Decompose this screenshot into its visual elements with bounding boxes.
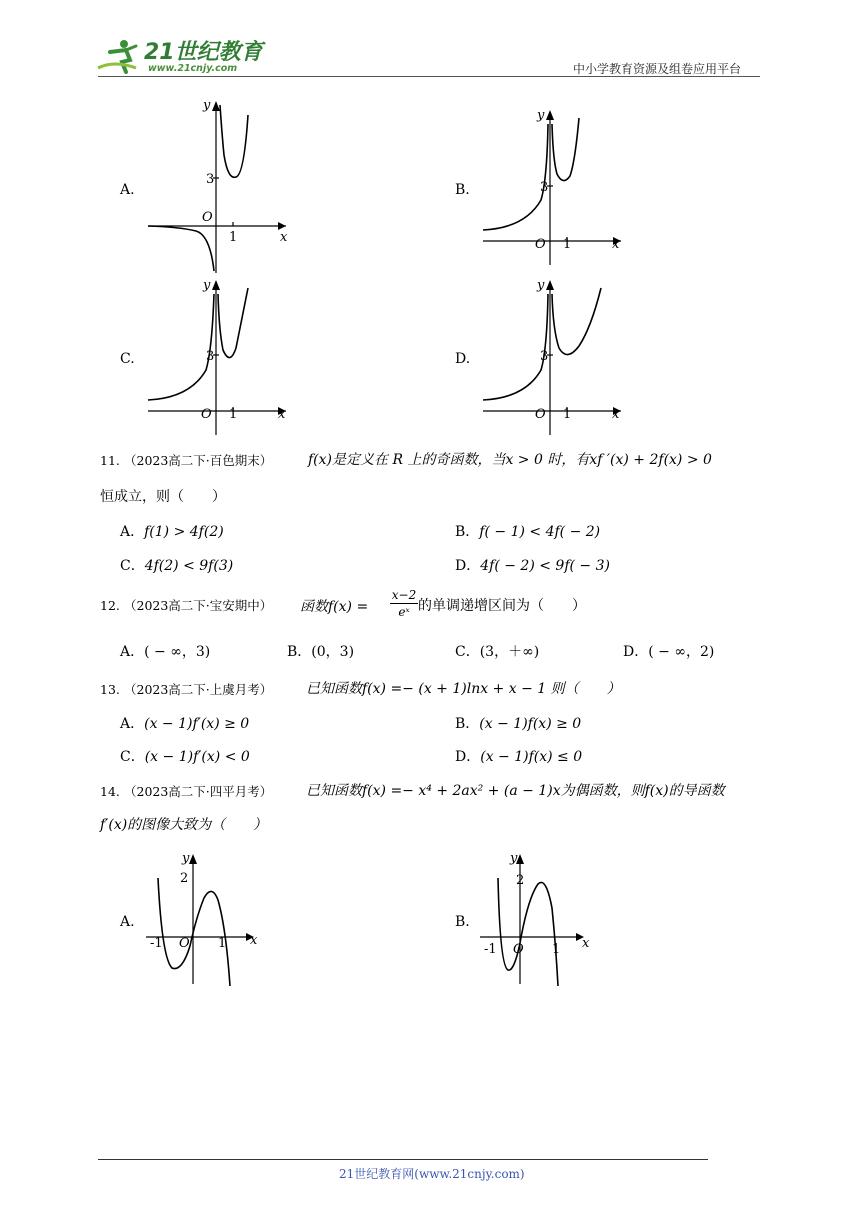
option-b[interactable] — [455, 715, 581, 733]
question-stem: f(x)是定义在 R 上的奇函数，当x > 0 时，有xf ′(x) + 2f(x) > 0 — [308, 452, 712, 468]
option-b[interactable] — [287, 643, 354, 661]
question-source: （2023高二下·四平月考） — [124, 784, 273, 799]
tick-neg1: -1 — [150, 936, 163, 951]
option-a[interactable] — [120, 715, 249, 733]
tick-3: 3 — [540, 349, 549, 364]
graph-c-svg — [140, 270, 300, 440]
graph-b-svg — [475, 100, 635, 280]
option-text: f( − 1) < 4f( − 2) — [479, 524, 601, 540]
x-axis-label: x — [582, 936, 590, 951]
question-stem: 已知函数f(x) =− x⁴ + 2ax² + (a − 1)x为偶函数，则f(x)的导函数 — [306, 783, 725, 799]
option-text: (0，3) — [311, 644, 355, 660]
question-source: （2023高二下·上虞月考） — [124, 682, 273, 697]
tick-neg1: -1 — [484, 942, 497, 957]
option-label: A． — [120, 524, 145, 540]
fraction — [390, 588, 418, 619]
fraction-numerator: x−2 — [391, 588, 417, 602]
question-source: （2023高二下·宝安期中） — [124, 598, 273, 613]
option-a[interactable] — [120, 523, 224, 541]
option-text: ( − ∞，2) — [648, 644, 715, 660]
option-label: A. — [120, 182, 135, 198]
option-label: C. — [120, 351, 135, 367]
origin-label: O — [535, 237, 546, 252]
option-text: ( − ∞，3) — [144, 644, 211, 660]
question-number: 12. — [100, 598, 120, 613]
option-label: B． — [455, 524, 480, 540]
option-text: (x − 1)f(x) ≥ 0 — [479, 716, 582, 732]
tick-1: 1 — [552, 942, 561, 957]
option-text: (x − 1)f′(x) ≥ 0 — [144, 716, 250, 732]
y-axis-label: y — [182, 851, 190, 866]
tick-1: 1 — [229, 230, 238, 245]
option-label: B． — [455, 716, 480, 732]
question-stem-pre: 函数f(x) = — [300, 599, 369, 615]
option-d[interactable] — [455, 748, 582, 766]
y-axis-label: y — [537, 108, 545, 123]
origin-label: O — [201, 407, 212, 422]
tick-3: 3 — [206, 349, 215, 364]
option-b[interactable] — [455, 523, 600, 541]
option-text: (3，＋∞) — [479, 644, 540, 660]
option-label: C． — [120, 749, 145, 765]
option-label: A． — [120, 644, 145, 660]
option-label: C． — [455, 644, 480, 660]
graph-b-svg — [478, 848, 608, 988]
question-number: 13. — [100, 682, 120, 697]
tick-1: 1 — [218, 936, 227, 951]
option-text: 4f( − 2) < 9f( − 3) — [480, 558, 610, 574]
logo — [96, 38, 266, 76]
question-number: 11. — [100, 453, 120, 468]
option-text: 4f(2) < 9f(3) — [144, 558, 234, 574]
x-axis-label: x — [612, 407, 620, 422]
question-source: （2023高二下·百色期末） — [124, 453, 273, 468]
option-label: B. — [455, 182, 470, 198]
option-label: D． — [455, 558, 481, 574]
origin-label: O — [513, 942, 524, 957]
tick-1: 1 — [563, 237, 572, 252]
option-text: (x − 1)f(x) ≤ 0 — [480, 749, 583, 765]
tick-1: 1 — [563, 407, 572, 422]
logo-text: 21世纪教育 — [144, 40, 263, 65]
x-axis-label: x — [250, 933, 258, 948]
tick-3: 3 — [206, 172, 215, 187]
x-axis-label: x — [278, 407, 286, 422]
option-label: B． — [287, 644, 312, 660]
option-d[interactable] — [455, 557, 610, 575]
platform-title: 中小学教育资源及组卷应用平台 — [573, 62, 742, 76]
y-axis-label: y — [537, 278, 545, 293]
option-label: D． — [623, 644, 649, 660]
option-label: C． — [120, 558, 145, 574]
option-d[interactable] — [623, 643, 714, 661]
option-label: B. — [455, 914, 470, 930]
x-axis-label: x — [612, 237, 620, 252]
option-label: D． — [455, 749, 481, 765]
y-axis-label: y — [203, 278, 211, 293]
option-c[interactable] — [455, 643, 539, 661]
x-axis-label: x — [280, 230, 288, 245]
origin-label: O — [179, 936, 190, 951]
tick-2: 2 — [516, 873, 525, 888]
y-axis-label: y — [203, 98, 211, 113]
runner-logo-icon — [96, 38, 140, 76]
tick-2: 2 — [180, 871, 189, 886]
option-label: A. — [120, 914, 135, 930]
question-stem-cont: 恒成立，则（ ） — [100, 489, 226, 505]
option-a[interactable] — [120, 643, 210, 661]
option-c[interactable] — [120, 557, 233, 575]
header-divider — [98, 76, 760, 77]
option-label: D. — [455, 351, 471, 367]
option-label: A． — [120, 716, 145, 732]
graph-a-svg — [144, 848, 274, 988]
origin-label: O — [535, 407, 546, 422]
option-text: f(1) > 4f(2) — [144, 524, 224, 540]
question-number: 14. — [100, 784, 120, 799]
question-stem-post: 的单调递增区间为（ ） — [418, 598, 586, 614]
question-stem: 已知函数f(x) =− (x + 1)lnx + x − 1 则（ ） — [306, 681, 621, 697]
tick-3: 3 — [540, 180, 549, 195]
option-c[interactable] — [120, 748, 250, 766]
y-axis-label: y — [510, 851, 518, 866]
option-text: (x − 1)f′(x) < 0 — [144, 749, 250, 765]
tick-1: 1 — [229, 407, 238, 422]
logo-url: www.21cnjy.com — [148, 63, 238, 74]
graph-a-svg — [140, 95, 300, 275]
footer-divider — [98, 1159, 708, 1160]
graph-d-svg — [475, 270, 635, 440]
fraction-denominator: eˣ — [398, 605, 410, 619]
origin-label: O — [202, 210, 213, 225]
question-stem-cont: f′(x)的图像大致为（ ） — [100, 817, 268, 833]
footer-text: 21世纪教育网(www.21cnjy.com) — [339, 1167, 525, 1181]
